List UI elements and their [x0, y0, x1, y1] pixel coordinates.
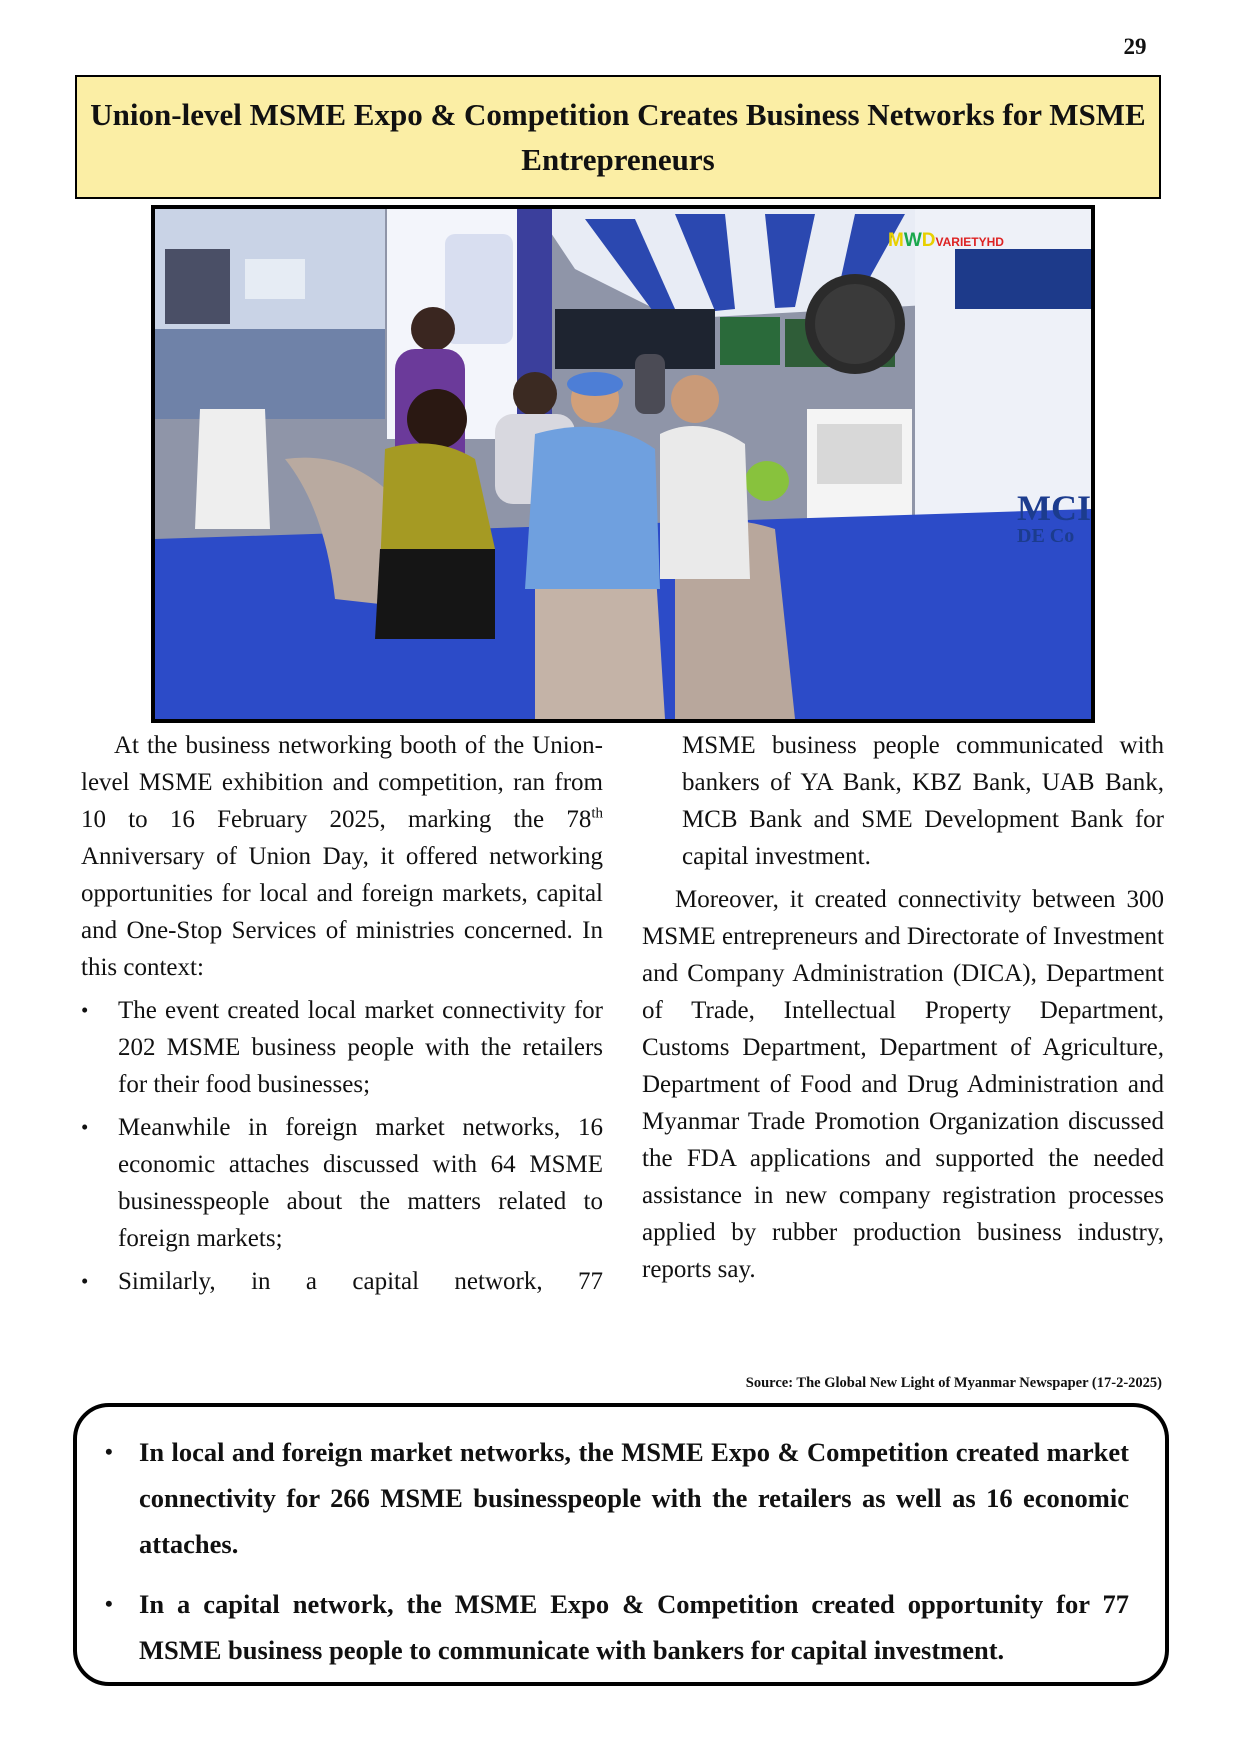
bank-paragraph: MSME business people communicated with bankers of YA Bank, KBZ Bank, UAB Bank, MCB Bank and SME Development Bank for capital investment. [682, 732, 1164, 870]
expo-photo-illustration [155, 209, 1091, 719]
tv-channel-logo: MWDVARIETYHD [888, 230, 1004, 251]
booth-banner-text: MCI DE Co [1017, 488, 1091, 547]
summary-item: • In a capital network, the MSME Expo & Competition created opportunity for 77 MSME business people to communicate with bankers for capital investment. [105, 1589, 1129, 1665]
expo-photo [151, 205, 1095, 723]
list-item: • Similarly, in a capital network, 77 [81, 1268, 603, 1295]
page-number: 29 [1123, 34, 1147, 59]
summary-list [91, 1429, 1129, 1673]
article-title: Union-level MSME Expo & Competition Creates Business Networks for MSME Entrepreneurs [90, 97, 1146, 177]
left-bullet-list [81, 992, 603, 1300]
source-citation: Source: The Global New Light of Myanmar Newspaper (17-2-2025) [745, 1375, 1162, 1391]
summary-item: • In local and foreign market networks, the MSME Expo & Competition created market connectivity for 266 MSME businesspeople with the retailers as well as 16 economic attaches. [105, 1437, 1129, 1559]
article-title-box [75, 75, 1161, 199]
list-item: • Meanwhile in foreign market networks, 16 economic attaches discussed with 64 MSME businesspeople about the matters related to foreign markets; [81, 1114, 603, 1252]
right-column [642, 727, 1164, 1288]
summary-box [73, 1403, 1169, 1686]
connectivity-paragraph: Moreover, it created connectivity between 300 MSME entrepreneurs and Directorate of Investment and Company Administration (DICA), Department of Trade, Intellectual Property Department, Customs Department, Department of Agriculture, Department of Food and Drug Administration and Myanmar Trade Promotion Organization discussed the FDA applications and supported the needed assistance in new company registration processes applied by rubber production business industry, reports say. [642, 886, 1164, 1283]
left-column [81, 727, 603, 1306]
list-item: • The event created local market connectivity for 202 MSME business people with the retailers for their food businesses; [81, 997, 603, 1098]
intro-paragraph: At the business networking booth of the Union-level MSME exhibition and competition, ran from 10 to 16 February 2025, marking the 78th Anniversary of Union Day, it offered networking opportunities for local and foreign markets, capital and One-Stop Services of ministries concerned. In this context: [81, 732, 603, 981]
